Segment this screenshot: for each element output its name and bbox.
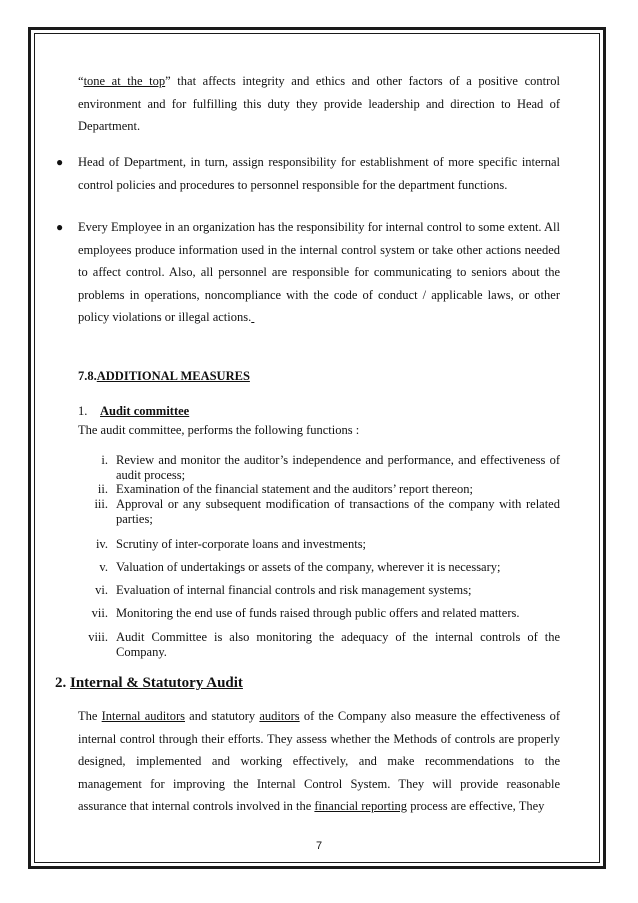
list-num: vii.: [91, 606, 108, 620]
subsection-2-paragraph: [78, 705, 560, 818]
section-title: ADDITIONAL MEASURES: [96, 369, 250, 383]
text-run: The: [78, 709, 102, 723]
auditors-link[interactable]: auditors: [259, 709, 300, 723]
financial-reporting-link[interactable]: financial reporting: [314, 799, 408, 813]
subsection-2-number: 2.: [55, 675, 67, 691]
text-run: process are effective, They: [407, 799, 545, 813]
bullet-2-text: Every Employee in an organization has the responsibility for internal control to some extent. All employees produce information used in the internal control system or take other actions needed to affect control. Also, all personnel are responsible for communicating to seniors about the problems in operations, noncompliance with the code of conduct / applicable laws, or other policy violations or illegal actions.: [78, 220, 560, 324]
list-text: Valuation of undertakings or assets of the company, wherever it is necessary;: [116, 560, 501, 574]
page-number: 7: [315, 840, 323, 852]
list-num: viii.: [88, 630, 108, 644]
intro-paragraph: [78, 70, 560, 138]
text-run: and statutory: [184, 709, 260, 723]
open-quote: “: [78, 74, 84, 88]
list-text: Evaluation of internal financial controls and risk management systems;: [116, 583, 472, 597]
bullet-dot: ●: [56, 220, 64, 234]
section-number: 7.8.: [78, 369, 97, 383]
bullet-paragraph-2: [78, 216, 560, 329]
intro-rest-text: ” that affects integrity and ethics and other factors of a positive control environment and for fulfilling this duty they provide leadership and direction to Head of Department.: [78, 74, 560, 133]
list-text: Audit Committee is also monitoring the adequacy of the internal controls of the Company.: [116, 630, 560, 659]
subsection-1-number: 1.: [78, 404, 88, 418]
subsection-1-intro: The audit committee, performs the following functions :: [78, 423, 360, 437]
list-text: Approval or any subsequent modification of transactions of the company with related parties;: [116, 497, 560, 526]
section-heading: [78, 369, 250, 384]
list-text: Monitoring the end use of funds raised through public offers and related matters.: [116, 606, 520, 620]
text-run: of the Company also measure the effectiveness of internal control through their efforts. They assess whether the Methods of controls are properly designed, implemented and working effectively, and make recommendations to the management for improving the Internal Control System. They will provide reasonable assurance that internal controls involved in the: [78, 709, 561, 813]
list-num: vi.: [95, 583, 108, 597]
bullet-paragraph-1: Head of Department, in turn, assign responsibility for establishment of more specific internal control policies and procedures to personnel responsible for the department functions.: [78, 155, 560, 192]
trailing-underline: [251, 310, 254, 324]
internal-auditors-link[interactable]: Internal auditors: [101, 709, 185, 723]
list-num: v.: [99, 560, 108, 574]
list-text: Examination of the financial statement and the auditors’ report thereon;: [116, 482, 473, 496]
bullet-dot: ●: [56, 155, 64, 169]
tone-at-the-top-link[interactable]: tone at the top: [83, 74, 166, 88]
list-num: iv.: [95, 537, 108, 551]
subsection-1-title: Audit committee: [100, 404, 190, 418]
list-text: Scrutiny of inter-corporate loans and investments;: [116, 537, 367, 551]
subsection-2-title: Internal & Statutory Audit: [70, 675, 243, 691]
subsection-2-heading: [55, 675, 243, 692]
list-num: ii.: [97, 482, 108, 496]
list-num: iii.: [94, 497, 108, 511]
list-num: i.: [101, 453, 108, 467]
list-text: Review and monitor the auditor’s independence and performance, and effectiveness of audit process;: [116, 453, 560, 482]
